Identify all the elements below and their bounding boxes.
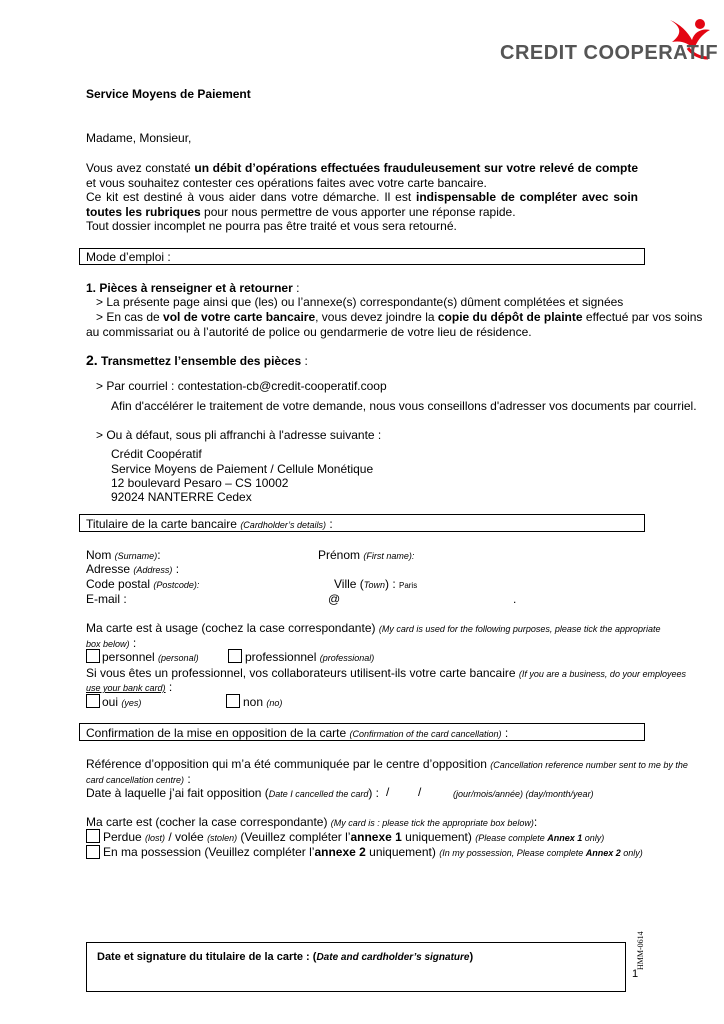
address-line: Crédit Coopératif [111, 447, 202, 461]
possession-label: En ma possession (Veuillez compléter l’annexe 2 uniquement) (In my possession, Please complete Annex 2 only) [103, 845, 643, 859]
ville-field[interactable]: Ville (Town) : Paris [334, 577, 418, 591]
professionnel-label: professionnel (professional) [245, 650, 375, 664]
code-postal-field[interactable]: Code postal (Postcode): [86, 577, 200, 591]
mode-emploi-box [79, 248, 645, 265]
address-line: Service Moyens de Paiement / Cellule Monétique [111, 462, 374, 476]
service-title: Service Moyens de Paiement [86, 87, 251, 101]
intro-paragraph-1: Vous avez constaté un débit d’opérations effectuées frauduleusement sur votre relevé de compte et vous souhaitez contester ces opérations faites avec votre carte bancaire. [86, 161, 638, 190]
non-checkbox[interactable] [226, 694, 240, 708]
date-format: (jour/mois/année) (day/month/year) [453, 789, 594, 799]
step1-line3: au commissariat ou à l’autorité de police ou gendarmerie de votre lieu de résidence. [86, 325, 532, 339]
email-dot: . [513, 592, 517, 606]
email-at: @ [328, 592, 341, 606]
logo-text: CREDIT COOPERATIF [500, 42, 719, 64]
status-question: Ma carte est (cocher la case correspondante) (My card is : please tick the appropriate box below): [86, 815, 538, 829]
page-number: 1 [632, 968, 639, 980]
nom-field[interactable]: Nom (Surname): [86, 548, 161, 562]
address-line: 12 boulevard Pesaro – CS 10002 [111, 476, 289, 490]
oui-label: oui (yes) [102, 695, 142, 709]
date-slash: / [386, 785, 390, 799]
step2-title: 2. Transmettez l’ensemble des pièces : [86, 352, 308, 368]
step2-courriel-note: Afin d'accélérer le traitement de votre demande, nous vous conseillons d'adresser vos documents par courriel. [111, 399, 697, 413]
step1-title: 1. Pièces à renseigner et à retourner : [86, 281, 300, 295]
personnel-checkbox[interactable] [86, 649, 100, 663]
opposition-date[interactable]: Date à laquelle j’ai fait opposition (Date I cancelled the card) : [86, 786, 380, 800]
usage-question: Ma carte est à usage (cochez la case correspondante) (My card is used for the following purposes, please tick the appropriate [86, 621, 661, 635]
non-label: non (no) [243, 695, 283, 709]
email-field[interactable]: E-mail : [86, 592, 127, 606]
adresse-field[interactable]: Adresse (Address) : [86, 562, 180, 576]
opposition-reference-cont: card cancellation centre) : [86, 772, 191, 786]
step2-courriel: > Par courriel : contestation-cb@credit-cooperatif.coop [96, 379, 387, 393]
oui-checkbox[interactable] [86, 694, 100, 708]
signature-label: Date et signature du titulaire de la carte : (Date and cardholder’s signature) [97, 951, 474, 963]
opposition-reference: Référence d’opposition qui m’a été communiquée par le centre d’opposition (Cancellation reference number sent to me by the [86, 757, 688, 771]
intro-paragraph-3: Tout dossier incomplet ne pourra pas être traité et vous sera retourné. [86, 219, 457, 233]
opposition-section-box [79, 723, 645, 741]
signature-box[interactable] [86, 942, 626, 992]
perdue-checkbox[interactable] [86, 829, 100, 843]
usage-question-cont: box below) : [86, 636, 137, 650]
professionnel-checkbox[interactable] [228, 649, 242, 663]
holder-section-box [79, 514, 645, 532]
opposition-section-title: Confirmation de la mise en opposition de la carte (Confirmation of the card cancellation) : [86, 726, 509, 740]
step2-defaut: > Ou à défaut, sous pli affranchi à l'adresse suivante : [96, 428, 382, 442]
step1-line2: > En cas de vol de votre carte bancaire, vous devez joindre la copie du dépôt de plainte effectué par vos soins [96, 310, 703, 324]
intro-paragraph-2: Ce kit est destiné à vous aider dans votre démarche. Il est indispensable de compléter avec soin toutes les rubriques pour nous permettre de vous apporter une réponse rapide. [86, 190, 638, 219]
prenom-field[interactable]: Prénom (First name): [318, 548, 415, 562]
date-slash: / [418, 785, 422, 799]
step1-line1: > La présente page ainsi que (les) ou l’annexe(s) correspondante(s) dûment complétées et signées [96, 295, 624, 309]
greeting: Madame, Monsieur, [86, 131, 192, 145]
holder-section-title: Titulaire de la carte bancaire (Cardholder’s details) : [86, 517, 333, 531]
address-line: 92024 NANTERRE Cedex [111, 490, 252, 504]
perdue-label: Perdue (lost) / volée (stolen) (Veuillez compléter l’annexe 1 uniquement) (Please complete Annex 1 only) [103, 830, 605, 844]
possession-checkbox[interactable] [86, 845, 100, 859]
business-question: Si vous êtes un professionnel, vos collaborateurs utilisent-ils votre carte bancaire (If you are a business, do your employees [86, 666, 686, 680]
personnel-label: personnel (personal) [102, 650, 199, 664]
business-question-cont: use your bank card) : [86, 680, 173, 694]
mode-emploi-label: Mode d’emploi : [86, 250, 171, 264]
reference-code: HMM-0614 [636, 931, 645, 970]
